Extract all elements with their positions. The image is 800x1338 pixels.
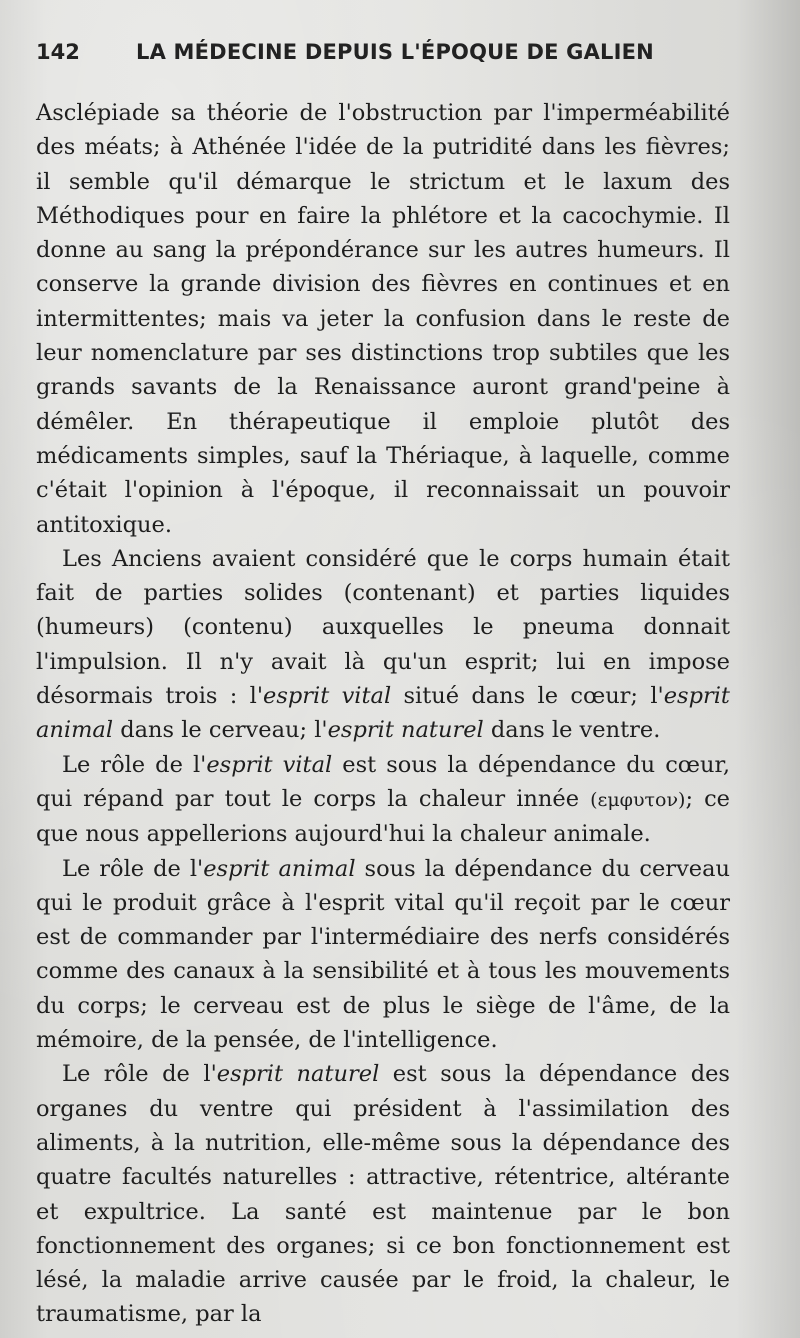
page-header	[36, 40, 730, 80]
term-esprit-vital: esprit vital	[263, 683, 392, 710]
term-esprit-naturel: esprit naturel	[327, 717, 484, 744]
paragraph-2-text: Les Anciens avaient considéré que le corps humain était fait de parties solides (contenant) et parties liquides (humeurs) (contenu) auxquelles le pneuma donnait l'impulsion. Il n'y avait là qu'un esprit; lui en impose désormais trois : l'	[36, 545, 730, 710]
paragraph-3-text: est sous la dépendance du cœur, qui répand par tout le corps la chaleur innée	[36, 751, 730, 812]
paragraph-1-text: Asclépiade sa théorie de l'obstruction par l'imperméabilité des méats; à Athénée l'idée de la putridité dans les fièvres; il semble qu'il démarque le strictum et le laxum des Méthodiques pour en faire la phlétore et la cacochymie. Il donne au sang la prépondérance sur les autres humeurs. Il conserve la grande division des fièvres en continues et en intermittentes; mais va jeter la confusion dans le reste de leur nomenclature par ses distinctions trop subtiles que les grands savants de la Renaissance auront grand'peine à démêler. En thérapeutique il emploie plutôt des médicaments simples, sauf la Thériaque, à laquelle, comme c'était l'opinion à l'époque, il reconnaissait un pouvoir antitoxique.	[36, 100, 730, 538]
term-esprit-animal: esprit animal	[203, 855, 356, 882]
paragraph-3	[36, 748, 730, 852]
paragraph-4-text: Le rôle de l'	[62, 855, 204, 882]
paragraph-3-text: ; ce que nous appellerions aujourd'hui la chaleur animale.	[36, 785, 731, 848]
term-esprit-vital: esprit vital	[206, 751, 333, 778]
paragraph-3-text: Le rôle de l'	[62, 751, 207, 778]
term-esprit-naturel: esprit naturel	[216, 1061, 380, 1088]
term-esprit-animal: esprit animal	[36, 683, 730, 744]
greek-term: (εμφυτον)	[590, 788, 686, 811]
paragraph-2-text: dans le ventre.	[483, 717, 661, 744]
paragraph-2-text: dans le cerveau; l'	[113, 717, 328, 744]
paragraph-4	[36, 852, 730, 1058]
paragraph-5	[36, 1057, 730, 1331]
paragraph-2	[36, 542, 730, 748]
paragraph-2-text: situé dans le cœur; l'	[391, 683, 664, 710]
page-number: 142	[36, 40, 80, 64]
body-text	[36, 96, 730, 1332]
paragraph-5-text: est sous la dépendance des organes du ventre qui président à l'assimilation des aliments, à la nutrition, elle-même sous la dépendance des quatre facultés naturelles : attractive, rétentrice, altérante et expultrice. La santé est maintenue par le bon fonctionnement des organes; si ce bon fonctionnement est lésé, la maladie arrive causée par le froid, la chaleur, le traumatisme, par la	[36, 1061, 730, 1328]
paragraph-5-text: Le rôle de l'	[62, 1061, 217, 1088]
paragraph-4-text: sous la dépendance du cerveau qui le produit grâce à l'esprit vital qu'il reçoit par le cœur est de commander par l'intermédiaire des nerfs considérés comme des canaux à la sensibilité et à tous les mouvements du corps; le cerveau est de plus le siège de l'âme, de la mémoire, de la pensée, de l'intelligence.	[36, 855, 730, 1054]
running-title: LA MÉDECINE DEPUIS L'ÉPOQUE DE GALIEN	[136, 40, 654, 64]
paragraph-1	[36, 96, 730, 542]
